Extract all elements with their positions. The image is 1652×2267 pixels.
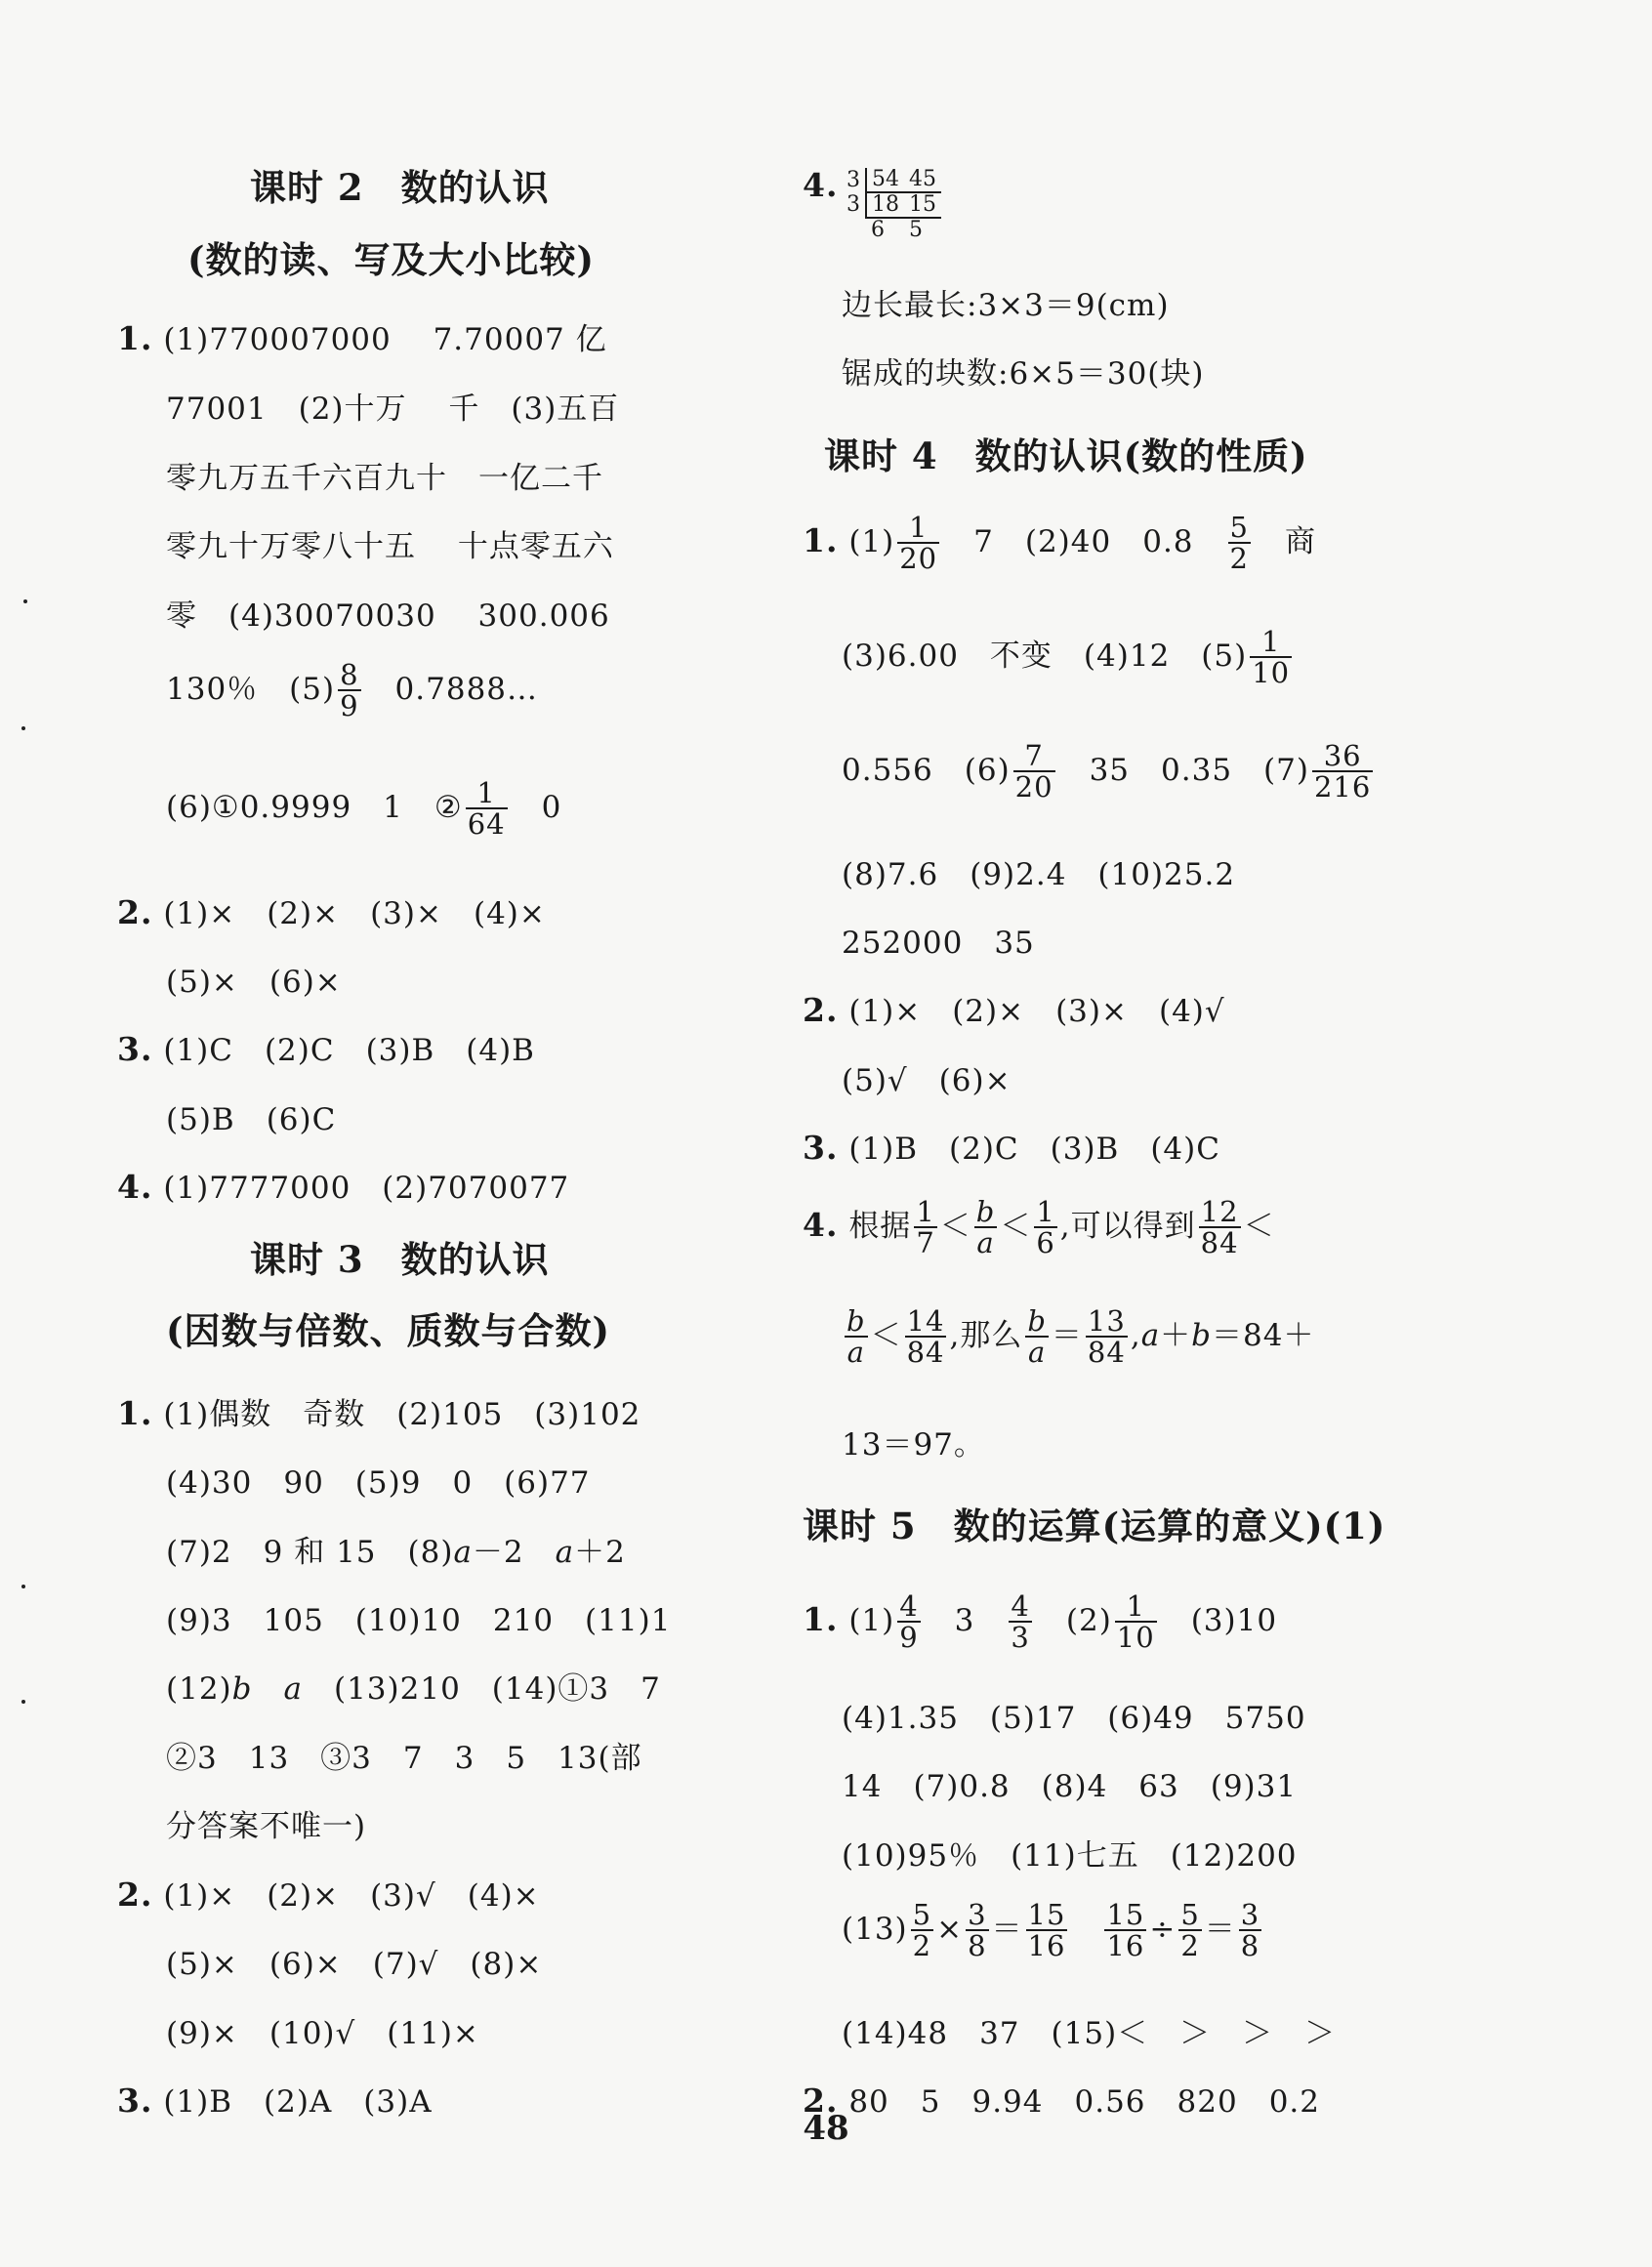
fraction: $\frac{b}{a}$ — [975, 1195, 996, 1260]
fraction: $\frac{1}{7}$ — [916, 1195, 935, 1260]
answer-line: (9)× (10)√ (11)× — [166, 2016, 479, 2051]
fraction: $\frac{7}{20}$ — [1014, 739, 1053, 804]
fraction: $\frac{36}{216}$ — [1313, 739, 1372, 804]
answer-line: 锯成的块数:6×5＝30(块) — [842, 356, 1205, 392]
fraction: $\frac{15}{16}$ — [1106, 1898, 1145, 1963]
answer-line: 1. (1) $\frac{4}{9}$ 3 $\frac{4}{3}$ (2) $\frac{1}{10}$ (3)10 — [803, 1589, 1278, 1655]
answer-line: 4. 根据 $\frac{1}{7}$ ＜ $\frac{b}{a}$ ＜ $\frac{1}{6}$ ,可以得到 $\frac{12}{84}$ ＜ — [803, 1195, 1275, 1260]
answer-line: 13＝97。 — [842, 1427, 985, 1463]
answer-line: (7)2 9 和 15 (8)a－2 a＋2 — [166, 1535, 626, 1570]
fraction: $\frac{1}{64}$ — [467, 776, 506, 842]
fraction: $\frac{1}{10}$ — [1116, 1589, 1155, 1655]
answer-line: $\frac{b}{a}$ ＜ $\frac{14}{84}$ ,那么 $\frac{b}{a}$ ＝ $\frac{13}{84}$ ,a＋b＝84＋ — [847, 1304, 1315, 1370]
answer-line: (5)B (6)C — [166, 1102, 337, 1137]
fraction: $\frac{1}{20}$ — [899, 511, 938, 576]
fraction: $\frac{b}{a}$ — [1027, 1304, 1047, 1370]
answer-line: 0.556 (6) $\frac{7}{20}$ 35 0.35 (7) $\frac{36}{216}$ — [842, 739, 1372, 804]
margin-dot — [21, 726, 25, 730]
answer-line: 77001 (2)十万 千 (3)五百 — [166, 392, 620, 427]
fraction: $\frac{4}{9}$ — [899, 1589, 919, 1655]
answer-line: (14)48 37 (15)＜ ＞ ＞ ＞ — [842, 2016, 1337, 2051]
margin-dot — [21, 1585, 25, 1588]
answer-line: (4)30 90 (5)9 0 (6)77 — [166, 1465, 591, 1501]
answer-line: 1. (1)770007000 7.70007 亿 — [117, 319, 607, 357]
section-title: 课时 5 数的运算(运算的意义)(1) — [803, 1504, 1386, 1547]
fraction: $\frac{b}{a}$ — [847, 1304, 866, 1370]
fraction: $\frac{14}{84}$ — [906, 1304, 945, 1370]
answer-line: 零 (4)30070030 300.006 — [166, 598, 610, 634]
answer-line: (6)①0.9999 1 ② $\frac{1}{64}$ 0 — [166, 776, 562, 842]
margin-dot — [23, 599, 27, 603]
answer-line: (5)× (6)× — [166, 965, 342, 1000]
section-subtitle: (数的读、写及大小比较) — [187, 238, 596, 281]
section-title: 课时 2 数的认识 — [250, 166, 550, 209]
answer-line: 边长最长:3×3＝9(cm) — [842, 288, 1170, 323]
answer-line: (3)6.00 不变 (4)12 (5) $\frac{1}{10}$ — [842, 625, 1291, 690]
answer-line: 4. — [803, 166, 839, 204]
answer-line: 130％ (5) $\frac{8}{9}$ 0.7888… — [166, 658, 539, 723]
section-title: 课时 3 数的认识 — [250, 1238, 550, 1281]
answer-line: 3. (1)C (2)C (3)B (4)B — [117, 1030, 535, 1068]
answer-line: 2. 80 5 9.94 0.56 820 0.2 — [803, 2082, 1320, 2120]
answer-line: 3. (1)B (2)C (3)B (4)C — [803, 1129, 1220, 1167]
fraction: $\frac{1}{10}$ — [1252, 625, 1291, 690]
fraction: $\frac{1}{6}$ — [1036, 1195, 1055, 1260]
fraction: $\frac{3}{8}$ — [1240, 1898, 1260, 1963]
answer-line: (10)95％ (11)七五 (12)200 — [842, 1838, 1298, 1874]
answer-line: 252000 35 — [842, 926, 1035, 961]
fraction: $\frac{15}{16}$ — [1027, 1898, 1066, 1963]
answer-line: 14 (7)0.8 (8)4 63 (9)31 — [842, 1769, 1298, 1804]
answer-line: (13) $\frac{5}{2}$ × $\frac{3}{8}$ ＝ $\frac{15}{16}$ $\frac{15}{16}$ ÷ $\frac{5}{2}$ ＝ $\frac{3}{8}$ — [842, 1898, 1260, 1963]
fraction: $\frac{3}{8}$ — [968, 1898, 987, 1963]
answer-line: 4. (1)7777000 (2)7070077 — [117, 1168, 570, 1206]
fraction: $\frac{8}{9}$ — [340, 658, 359, 723]
fraction: $\frac{4}{3}$ — [1011, 1589, 1030, 1655]
fraction: $\frac{12}{84}$ — [1200, 1195, 1239, 1260]
section-title: 课时 4 数的认识(数的性质) — [824, 434, 1308, 477]
answer-line: 2. (1)× (2)× (3)× (4)× — [117, 893, 546, 931]
fraction: $\frac{5}{2}$ — [1229, 511, 1249, 576]
answer-line: 1. (1)偶数 奇数 (2)105 (3)102 — [117, 1394, 641, 1432]
fraction: $\frac{13}{84}$ — [1087, 1304, 1126, 1370]
answer-line: ②3 13 ③3 7 3 5 13(部 — [166, 1741, 642, 1776]
answer-line: (12)b a (13)210 (14)①3 7 — [166, 1671, 661, 1707]
answer-line: 2. (1)× (2)× (3)√ (4)× — [117, 1875, 540, 1914]
answer-line: (5)× (6)× (7)√ (8)× — [166, 1947, 543, 1982]
answer-line: 2. (1)× (2)× (3)× (4)√ — [803, 991, 1225, 1029]
section-subtitle: (因数与倍数、质数与合数) — [166, 1309, 611, 1352]
answer-line: 零九十万零八十五 十点零五六 — [166, 529, 614, 564]
answer-line: (5)√ (6)× — [842, 1063, 1012, 1098]
answer-line: 分答案不唯一) — [166, 1809, 367, 1844]
answer-line: 1. (1) $\frac{1}{20}$ 7 (2)40 0.8 $\frac{5}{2}$ 商 — [803, 511, 1316, 576]
answer-line: (9)3 105 (10)10 210 (11)1 — [166, 1603, 672, 1638]
fraction: $\frac{5}{2}$ — [1180, 1898, 1200, 1963]
short-division: 3 54 45 3 18 15 6 5 — [842, 168, 941, 242]
margin-dot — [21, 1700, 25, 1704]
answer-line: 3. (1)B (2)A (3)A — [117, 2082, 433, 2120]
fraction: $\frac{5}{2}$ — [912, 1898, 932, 1963]
answer-line: 零九万五千六百九十 一亿二千 — [166, 461, 603, 496]
answer-line: (4)1.35 (5)17 (6)49 5750 — [842, 1701, 1306, 1736]
page-number: 48 — [803, 2109, 849, 2148]
answer-line: (8)7.6 (9)2.4 (10)25.2 — [842, 857, 1236, 892]
